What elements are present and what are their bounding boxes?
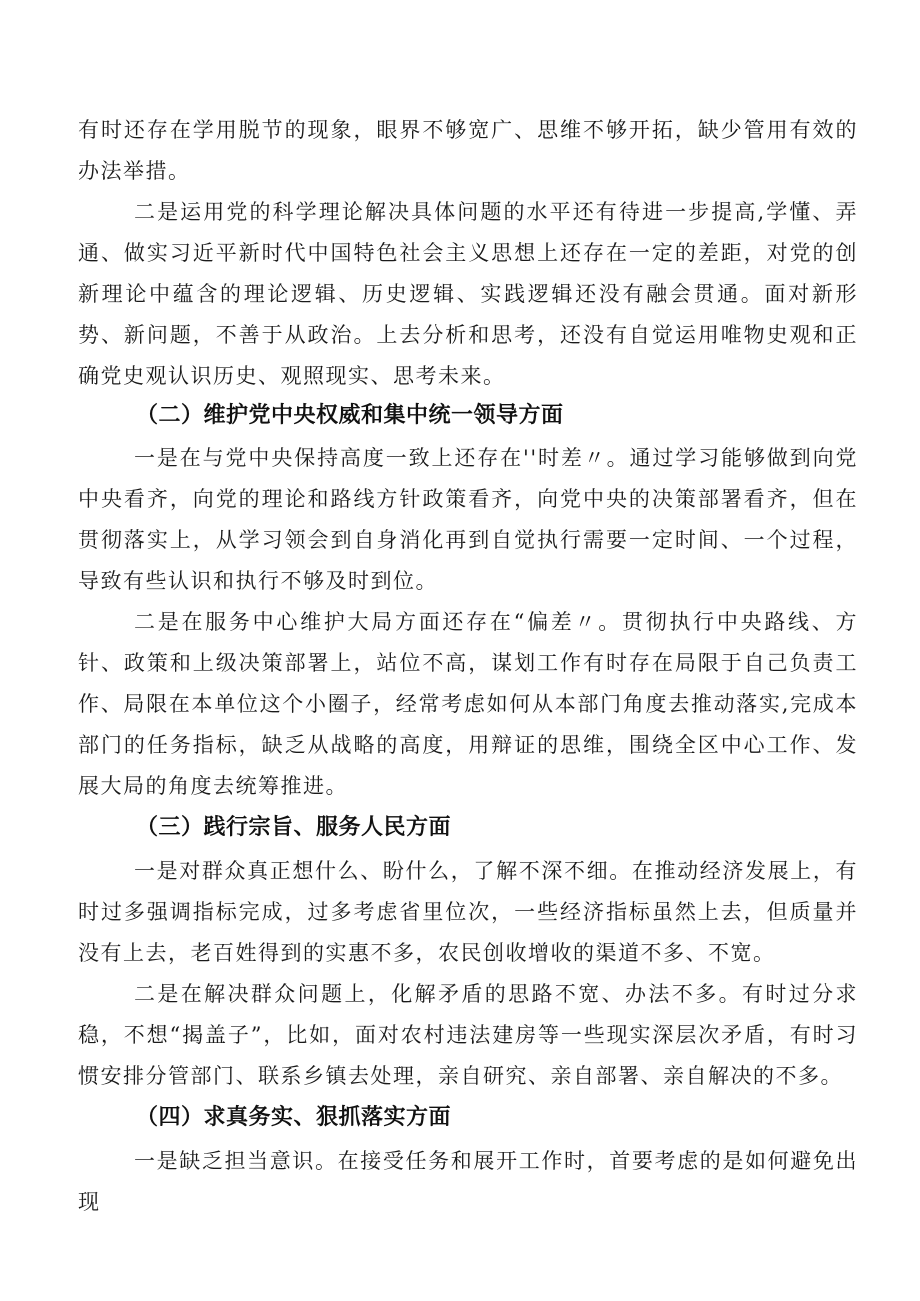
paragraph-problem-solving: 二是在解决群众问题上，化解矛盾的思路不宽、办法不多。有时过分求稳，不想“揭盖子”，比如，面对农村违法建房等一些现实深层次矛盾，有时习惯安排分管部门、联系乡镇去处理，亲自研究、亲自部署、亲自解决的不多。: [78, 982, 858, 1088]
paragraph-masses-needs: 一是对群众真正想什么、盼什么，了解不深不细。在推动经济发展上，有时过多强调指标完成，过多考虑省里位次，一些经济指标虽然上去，但质量并没有上去，老百姓得到的实惠不多，农民创收增收的渠道不多、不宽。: [78, 859, 858, 965]
section-heading-2: （二）维护党中央权威和集中统一领导方面: [136, 403, 564, 428]
paragraph-time-lag: 一是在与党中央保持高度一致上还存在''时差〃。通过学习能够做到向党中央看齐，向党的理论和路线方针政策看齐，向党中央的决策部署看齐，但在贯彻落实上，从学习领会到自身消化再到自觉执行需要一定时间、一个过程，导致有些认识和执行不够及时到位。: [78, 446, 858, 593]
paragraph-continuation: 有时还存在学用脱节的现象，眼界不够宽广、思维不够开拓，缺少管用有效的办法举措。: [78, 118, 858, 183]
section-heading-4: （四）求真务实、狠抓落实方面: [136, 1105, 452, 1130]
paragraph-responsibility: 一是缺乏担当意识。在接受任务和展开工作时，首要考虑的是如何避免出现: [78, 1149, 858, 1214]
paragraph-deviation: 二是在服务中心维护大局方面还存在“偏差〃。贯彻执行中央路线、方针、政策和上级决策部署上，站位不高，谋划工作有时存在局限于自己负责工作、局限在本单位这个小圈子，经常考虑如何从本部门角度去推动落实,完成本部门的任务指标，缺乏从战略的高度，用辩证的思维，围绕全区中心工作、发展大局的角度去统筹推进。: [78, 610, 858, 798]
paragraph-theory-application: 二是运用党的科学理论解决具体问题的水平还有待进一步提高,学懂、弄通、做实习近平新时代中国特色社会主义思想上还存在一定的差距，对党的创新理论中蕴含的理论逻辑、历史逻辑、实践逻辑还没有融会贯通。面对新形势、新问题，不善于从政治。上去分析和思考，还没有自觉运用唯物史观和正确党史观认识历史、观照现实、思考未来。: [78, 200, 858, 388]
section-heading-3: （三）践行宗旨、服务人民方面: [136, 815, 452, 840]
